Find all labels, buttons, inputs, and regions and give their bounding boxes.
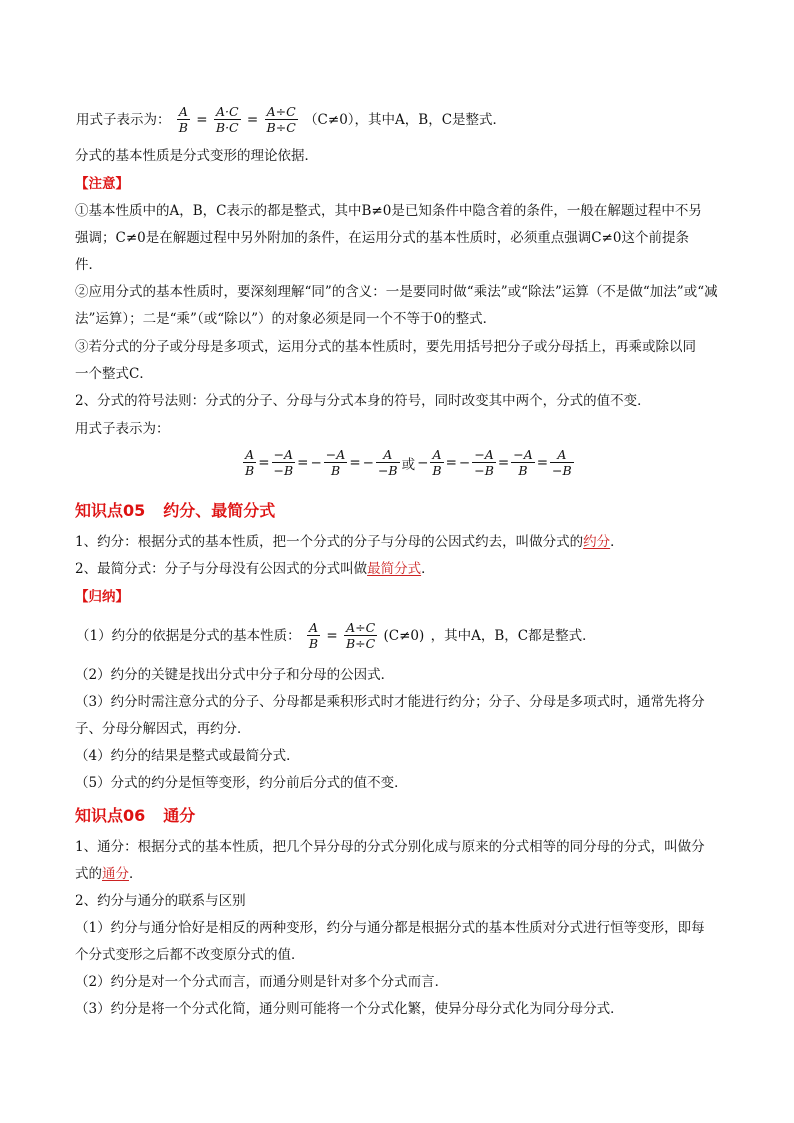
fraction-a-div-c-over-b-div-c: $\frac{A\div C}{B\div C}$ bbox=[266, 104, 296, 135]
relation-point-2: （2）约分是对一个分式而言，而通分则是针对多个分式而言． bbox=[75, 974, 449, 990]
term-yuefen: 约分 bbox=[583, 534, 611, 550]
note-line: ①基本性质中的A，B，C表示的都是整式，其中B≠0是已知条件中隐含着的条件，一般在解题过程中不另 bbox=[75, 203, 702, 219]
summary-item-3: （3）约分时需注意分式的分子、分母都是乘积形式时才能进行约分；分子、分母是多项式时，通常先将分 bbox=[75, 694, 705, 710]
section-06-heading bbox=[75, 803, 195, 826]
fraction-a-over-b: $\frac{A}{B}$ bbox=[178, 104, 188, 135]
relation-point-1-cont: 个分式变形之后都不改变原分式的值． bbox=[75, 947, 305, 963]
simplest-fraction-definition: 2、最简分式：分子与分母没有公因式的分式叫做最简分式． bbox=[75, 561, 435, 577]
summary-item-2: （2）约分的关键是找出分式中分子和分母的公因式． bbox=[75, 667, 395, 683]
reduction-definition: 1、约分：根据分式的基本性质，把一个分式的分子与分母的公因式约去，叫做分式的约分． bbox=[75, 534, 624, 550]
sign-rule-text: 2、分式的符号法则：分式的分子、分母与分式本身的符号，同时改变其中两个，分式的值不变． bbox=[75, 393, 651, 409]
note-line: 强调；C≠0是在解题过程中另外附加的条件，在运用分式的基本性质时，必须重点强调C≠0这个前提条 bbox=[75, 230, 689, 246]
formula-condition: （C≠0），其中A，B，C是整式． bbox=[304, 111, 507, 128]
basic-property-formula: 用式子表示为： $\frac{A}{B}$ = $\frac{A\cdot C}{B\cdot C}$ = $\frac{A\div C}{B\div C}$ （C≠0），其中A，B，C是整式． bbox=[76, 104, 507, 135]
relation-heading: 2、约分与通分的联系与区别 bbox=[75, 893, 246, 909]
formula-prefix: 用式子表示为： bbox=[76, 111, 171, 128]
relation-point-3: （3）约分是将一个分式化简，通分则可能将一个分式化繁，使异分母分式化为同分母分式． bbox=[75, 1001, 624, 1017]
common-denominator-definition: 1、通分：根据分式的基本性质，把几个异分母的分式分别化成与原来的分式相等的同分母的分式，叫做分 bbox=[75, 839, 705, 855]
summary-item-4: （4）约分的结果是整式或最简分式． bbox=[75, 748, 300, 764]
summary-label: 【归纳】 bbox=[75, 589, 129, 605]
note-line: 法”运算）；二是“乘”（或“除以”）的对象必须是同一个不等于0的整式． bbox=[75, 311, 497, 327]
section-title: 约分、最简分式 bbox=[163, 501, 276, 520]
section-number: 知识点06 bbox=[75, 806, 146, 825]
section-05-heading bbox=[75, 498, 275, 521]
sign-rule-formula: $\frac{A}{B}$ = $\frac{-A}{-B}$ = − $\frac{-A}{B}$ = − $\frac{A}{-B}$ 或 − $\frac{A}{B}$ = − $\frac{-A}{-B}$ = $\frac{-A}{B}$ = $\frac{A}{-B}$ bbox=[245, 447, 572, 478]
sign-formula-prefix: 用式子表示为： bbox=[75, 421, 170, 437]
summary-item-5: （5）分式的约分是恒等变形，约分前后分式的值不变． bbox=[75, 775, 408, 791]
note-label: 【注意】 bbox=[75, 176, 129, 192]
term-zuijianfenshi: 最简分式 bbox=[367, 561, 422, 577]
note-line: ③若分式的分子或分母是多项式，运用分式的基本性质时，要先用括号把分子或分母括上，再乘或除以同 bbox=[75, 339, 696, 355]
summary-item-1: （1）约分的依据是分式的基本性质： $\frac{A}{B}$ = $\frac{A\div C}{B\div C}$ (C≠0) ，其中A，B，C都是整式． bbox=[76, 620, 596, 651]
section-title: 通分 bbox=[163, 806, 196, 825]
fraction-ac-over-bc: $\frac{A\cdot C}{B\cdot C}$ bbox=[215, 104, 239, 135]
note-line: ②应用分式的基本性质时，要深刻理解“同”的含义：一是要同时做“乘法”或“除法”运算（不是做“加法”或“减 bbox=[75, 284, 718, 300]
basis-text: 分式的基本性质是分式变形的理论依据． bbox=[75, 148, 318, 164]
summary-item-3-cont: 子、分母分解因式，再约分． bbox=[75, 721, 251, 737]
relation-point-1: （1）约分与通分恰好是相反的两种变形，约分与通分都是根据分式的基本性质对分式进行恒等变形，即每 bbox=[75, 920, 705, 936]
note-line: 一个整式C． bbox=[75, 366, 153, 382]
common-denominator-definition-cont: 式的通分． bbox=[75, 866, 143, 882]
term-tongfen: 通分 bbox=[102, 866, 129, 882]
section-number: 知识点05 bbox=[75, 501, 146, 520]
note-line: 件． bbox=[75, 257, 102, 273]
